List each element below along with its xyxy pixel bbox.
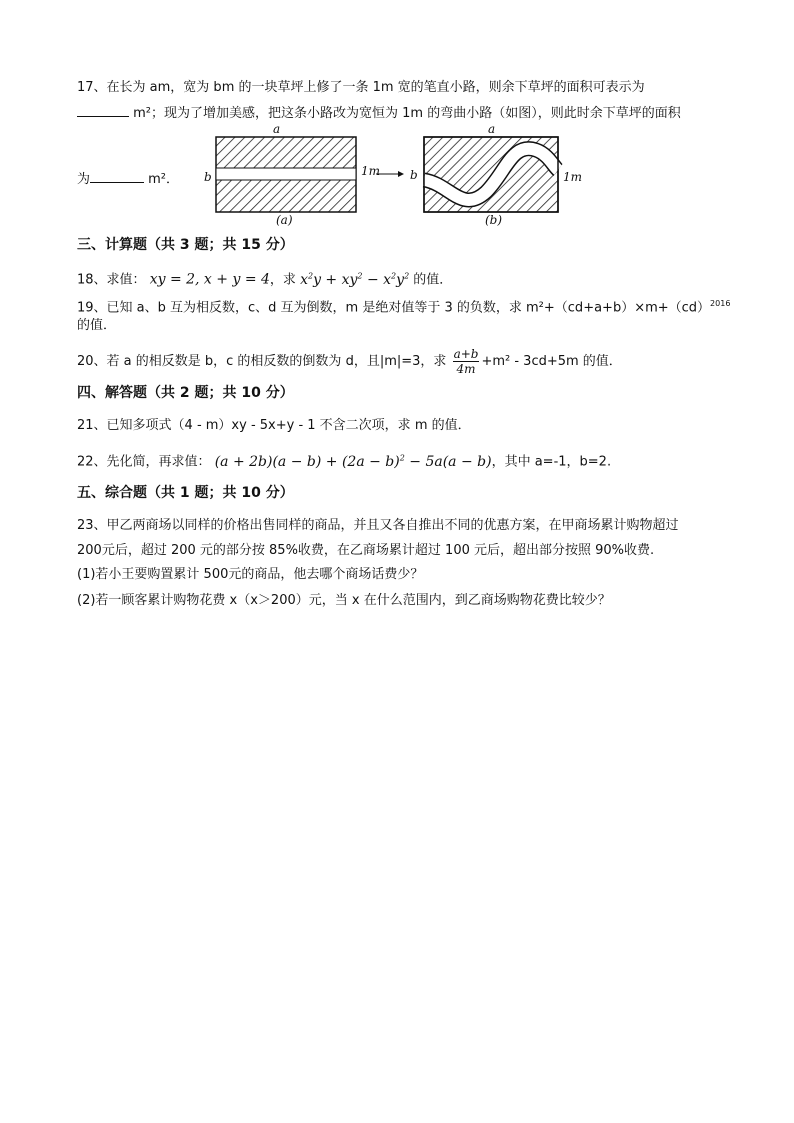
q17-line3-suffix: m²． — [144, 172, 180, 187]
q22 — [77, 449, 611, 472]
q23-part1: (1)若小王要购置累计 500元的商品，他去哪个商场话费少？ — [77, 567, 424, 582]
q22-expression: $(a + 2b)(a - b) + (2a - b)^2 - 5a(a - b)$ — [214, 453, 492, 470]
figure-b-height-label: b — [410, 168, 418, 182]
q18 — [77, 267, 452, 290]
section-4-title: 四、解答题（共 2 题；共 10 分） — [77, 385, 294, 401]
section-3-title: 三、计算题（共 3 题；共 15 分） — [77, 237, 294, 253]
q18-condition: xy = 2, x + y = 4 — [149, 271, 270, 288]
q18-suffix: 的值． — [409, 272, 453, 288]
figure-b-caption: (b) — [485, 213, 503, 227]
figure-a-caption: (a) — [276, 213, 293, 227]
figure-a-path-width-label: 1m — [361, 164, 381, 178]
answer-blank-1 — [77, 104, 129, 117]
q18-prefix: 18、求值： — [77, 272, 146, 288]
answer-blank-2 — [90, 170, 144, 183]
figure-a-height-label: b — [204, 170, 212, 184]
q20 — [77, 347, 622, 377]
q20-fraction: $\frac{a+b}{4m}$ — [453, 347, 479, 376]
q17-line1: 17、在长为 am，宽为 bm 的一块草坪上修了一条 1m 宽的笔直小路，则余下草坪的面积可表示为 — [77, 80, 645, 95]
q19-line1 — [77, 295, 730, 317]
q19-text: 19、已知 a、b 互为相反数，c、d 互为倒数，m 是绝对值等于 3 的负数，求 m²+（cd+a+b）×m+（cd） — [77, 300, 711, 316]
q23-line2: 200元后，超过 200 元的部分按 85%收费，在乙商场累计超过 100 元后，超出部分按照 90%收费. — [77, 543, 655, 558]
q17-line3-prefix: 为 — [77, 172, 91, 187]
q20-prefix: 20、若 a 的相反数是 b，c 的相反数的倒数为 d，且|m|=3，求 — [77, 354, 447, 369]
figure-a-lawn-straight-path — [216, 137, 356, 212]
q17-line2 — [77, 104, 681, 123]
q22-prefix: 22、先化简，再求值： — [77, 454, 211, 470]
q17-line3 — [77, 170, 179, 189]
q19-line2: 的值． — [77, 318, 117, 333]
arrow-icon — [376, 171, 404, 177]
figure-b-path-width-label: 1m — [563, 170, 583, 184]
q21: 21、已知多项式（4 - m）xy - 5x+y - 1 不含二次项，求 m 的值． — [77, 418, 471, 433]
figure-b-lawn-curved-path — [424, 137, 558, 212]
q19-exponent: 2016 — [710, 299, 731, 308]
section-5-title: 五、综合题（共 1 题；共 10 分） — [77, 485, 294, 501]
q17-line2-text: m²；现为了增加美感，把这条小路改为宽恒为 1m 的弯曲小路（如图），则此时余下草坪的面积 — [129, 106, 681, 121]
q22-suffix: ，其中 a=-1，b=2. — [491, 454, 612, 470]
q18-mid: ，求 — [269, 272, 296, 288]
q18-expression: $x^2y + xy^2 - x^2y^2$ — [300, 271, 410, 288]
q17-figure — [200, 122, 600, 222]
q20-suffix: +m² - 3cd+5m 的值． — [481, 354, 622, 369]
q23-line1: 23、甲乙两商场以同样的价格出售同样的商品，并且又各自推出不同的优惠方案，在甲商场累计购物超过 — [77, 518, 679, 533]
figure-b-width-label: a — [488, 122, 496, 136]
q23-part2: (2)若一顾客累计购物花费 x（x＞200）元，当 x 在什么范围内，到乙商场购物花费比较少？ — [77, 593, 611, 608]
figure-a-width-label: a — [273, 122, 281, 136]
